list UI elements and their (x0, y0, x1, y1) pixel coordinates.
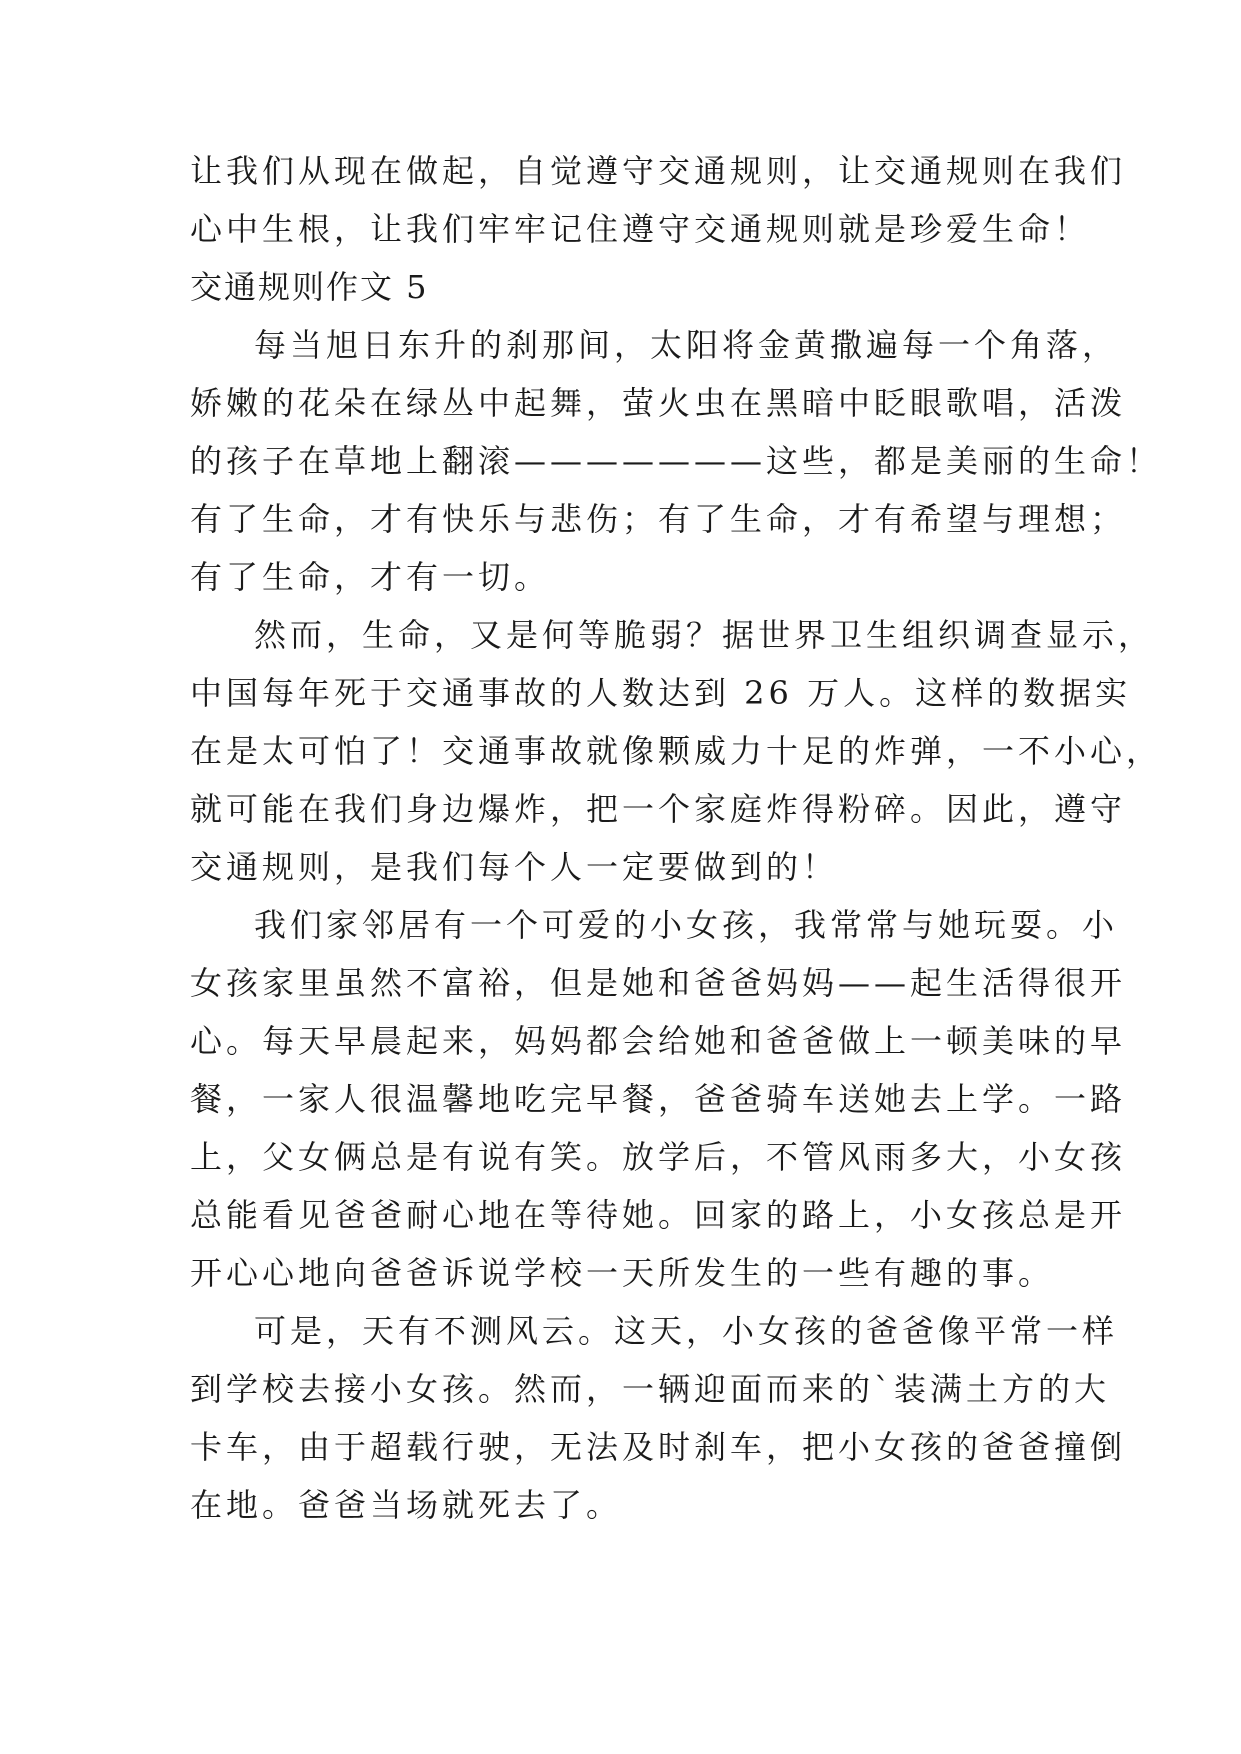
text-line: 有了生命，才有一切。 (190, 558, 551, 596)
text-line: 让我们从现在做起，自觉遵守交通规则，让交通规则在我们 (190, 152, 1127, 190)
paragraph-start-line: 每当旭日东升的刹那间，太阳将金黄撒遍每一个角落， (254, 326, 1119, 364)
paragraph-start-line: 可是，天有不测风云。这天，小女孩的爸爸像平常一样 (254, 1312, 1119, 1350)
text-line: 就可能在我们身边爆炸，把一个家庭炸得粉碎。因此，遵守 (190, 790, 1127, 828)
text-line: 心中生根，让我们牢牢记住遵守交通规则就是珍爱生命！ (190, 210, 1091, 248)
text-line: 中国每年死于交通事故的人数达到 26 万人。这样的数据实 (190, 674, 1132, 712)
document-body (190, 142, 1163, 1534)
text-line: 上，父女俩总是有说有笑。放学后，不管风雨多大，小女孩 (190, 1138, 1127, 1176)
text-line: 餐，一家人很温馨地吃完早餐，爸爸骑车送她去上学。一路 (190, 1080, 1127, 1118)
section-heading: 交通规则作文 5 (190, 268, 429, 306)
text-line: 娇嫩的花朵在绿丛中起舞，萤火虫在黑暗中眨眼歌唱，活泼 (190, 384, 1127, 422)
text-line: 卡车，由于超载行驶，无法及时刹车，把小女孩的爸爸撞倒 (190, 1428, 1127, 1466)
text-line: 的孩子在草地上翻滚———————这些，都是美丽的生命！ (190, 442, 1163, 480)
text-line: 到学校去接小女孩。然而，一辆迎面而来的`装满土方的大 (190, 1370, 1111, 1408)
text-line: 开心心地向爸爸诉说学校一天所发生的一些有趣的事。 (190, 1254, 1055, 1292)
text-line: 心。每天早晨起来，妈妈都会给她和爸爸做上一顿美味的早 (190, 1022, 1127, 1060)
text-line: 女孩家里虽然不富裕，但是她和爸爸妈妈——起生活得很开 (190, 964, 1127, 1002)
text-line: 交通规则，是我们每个人一定要做到的！ (190, 848, 839, 886)
text-line: 在是太可怕了！交通事故就像颗威力十足的炸弹，一不小心， (190, 732, 1163, 770)
text-line: 在地。爸爸当场就死去了。 (190, 1486, 623, 1524)
text-line: 有了生命，才有快乐与悲伤；有了生命，才有希望与理想； (190, 500, 1127, 538)
paragraph-start-line: 然而，生命，又是何等脆弱？据世界卫生组织调查显示， (254, 616, 1155, 654)
text-line: 总能看见爸爸耐心地在等待她。回家的路上，小女孩总是开 (190, 1196, 1127, 1234)
paragraph-start-line: 我们家邻居有一个可爱的小女孩，我常常与她玩耍。小 (254, 906, 1119, 944)
